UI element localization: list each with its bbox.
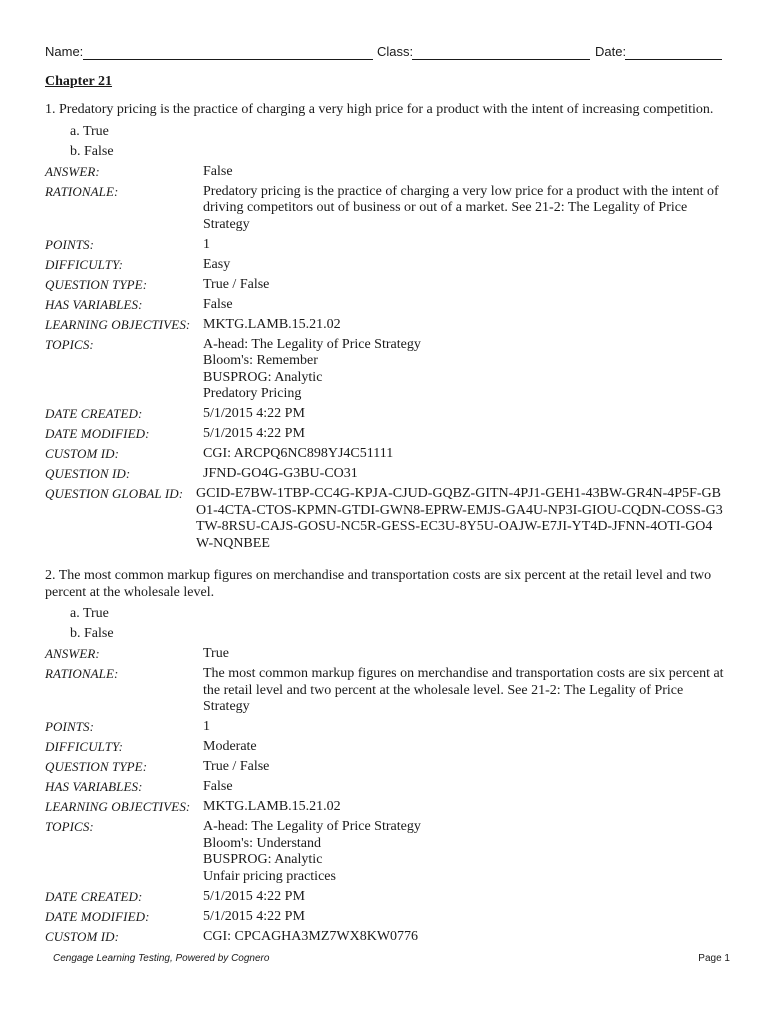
date-created-label: DATE CREATED: <box>45 888 143 904</box>
points-value: 1 <box>203 236 210 252</box>
rationale-row <box>45 184 725 234</box>
date-created-row <box>45 406 725 423</box>
points-value: 1 <box>203 719 210 734</box>
question-type-label: QUESTION TYPE: <box>45 759 148 774</box>
page-number: Page 1 <box>698 953 730 964</box>
topics-row <box>45 819 725 885</box>
topic-item: BUSPROG: Analytic <box>203 369 323 385</box>
custom-id-row <box>45 929 725 946</box>
has-variables-row <box>45 297 725 314</box>
points-row <box>45 237 725 254</box>
custom-id-label: CUSTOM ID: <box>45 928 120 944</box>
custom-id-row <box>45 446 725 463</box>
rationale-label: RATIONALE: <box>45 666 119 681</box>
topics-list <box>203 337 725 403</box>
date-created-row <box>45 889 725 906</box>
custom-id-label: CUSTOM ID: <box>45 446 120 461</box>
question-type-label: QUESTION TYPE: <box>45 276 148 292</box>
question-type-value: True / False <box>203 759 270 774</box>
class-label: Class: <box>377 44 414 59</box>
choice-true: a. True <box>70 123 109 139</box>
topic-item: A-head: The Legality of Price Strategy <box>203 336 421 352</box>
date-modified-row <box>45 426 725 443</box>
topics-row <box>45 337 725 403</box>
question-type-row <box>45 759 725 776</box>
difficulty-label: DIFFICULTY: <box>45 256 124 272</box>
page-header <box>45 44 725 64</box>
topic-item: Bloom's: Remember <box>203 353 318 368</box>
choice-false: b. False <box>70 143 114 159</box>
rationale-row <box>45 666 725 716</box>
has-variables-row <box>45 779 725 796</box>
points-label: POINTS: <box>45 236 95 252</box>
has-variables-label: HAS VARIABLES: <box>45 296 143 312</box>
question-global-id-label: QUESTION GLOBAL ID: <box>45 486 184 501</box>
answer-value: True <box>203 646 229 661</box>
date-label: Date: <box>595 44 627 59</box>
has-variables-label: HAS VARIABLES: <box>45 779 143 794</box>
question-id-label: QUESTION ID: <box>45 466 131 481</box>
rationale-value: The most common markup figures on merchandise and transportation costs are six percent at the retail level and two percent at the wholesale level. See 21-2: The Legality of Price Strategy <box>203 666 724 714</box>
has-variables-value: False <box>203 779 233 794</box>
question-type-row <box>45 277 725 294</box>
date-created-value: 5/1/2015 4:22 PM <box>203 406 305 421</box>
footer-credit: Cengage Learning Testing, Powered by Cognero <box>53 953 270 964</box>
topic-item: Unfair pricing practices <box>203 868 336 884</box>
learning-objectives-value: MKTG.LAMB.15.21.02 <box>203 799 341 814</box>
rationale-value: Predatory pricing is the practice of charging a very low price for a product with the intent of driving competitors out of business or out of a market. See 21-2: The Legality of Price Strategy <box>203 183 719 232</box>
question-stem: 1. Predatory pricing is the practice of charging a very high price for a product with the intent of increasing competition. <box>45 102 714 117</box>
date-modified-label: DATE MODIFIED: <box>45 426 150 441</box>
question-id-row <box>45 466 725 483</box>
difficulty-row <box>45 257 725 274</box>
date-modified-label: DATE MODIFIED: <box>45 908 150 924</box>
choice-true: a. True <box>70 606 109 621</box>
topics-label: TOPICS: <box>45 819 94 834</box>
learning-objectives-row <box>45 799 725 816</box>
has-variables-value: False <box>203 296 233 312</box>
answer-label: ANSWER: <box>45 646 100 661</box>
topics-label: TOPICS: <box>45 336 94 352</box>
learning-objectives-label: LEARNING OBJECTIVES: <box>45 316 191 332</box>
choice-false: b. False <box>70 626 114 641</box>
learning-objectives-label: LEARNING OBJECTIVES: <box>45 799 191 814</box>
answer-row <box>45 164 725 181</box>
topic-item: BUSPROG: Analytic <box>203 852 323 867</box>
points-row <box>45 719 725 736</box>
rationale-label: RATIONALE: <box>45 183 119 199</box>
answer-value: False <box>203 163 233 179</box>
question-stem: 2. The most common markup figures on merchandise and transportation costs are six percent at the retail level and two percent at the wholesale level. <box>45 568 712 600</box>
date-modified-value: 5/1/2015 4:22 PM <box>203 426 305 441</box>
difficulty-value: Easy <box>203 256 231 272</box>
chapter-title: Chapter 21 <box>45 74 113 89</box>
topic-item: Bloom's: Understand <box>203 835 322 851</box>
custom-id-value: CGI: CPCAGHA3MZ7WX8KW0776 <box>203 928 419 944</box>
question-block <box>45 102 725 556</box>
topics-list <box>203 819 725 885</box>
learning-objectives-value: MKTG.LAMB.15.21.02 <box>203 316 341 332</box>
answer-label: ANSWER: <box>45 163 100 179</box>
date-modified-row <box>45 909 725 926</box>
question-metadata <box>45 646 725 945</box>
difficulty-label: DIFFICULTY: <box>45 739 124 754</box>
question-global-id-value: GCID-E7BW-1TBP-CC4G-KPJA-CJUD-GQBZ-GITN-4PJ1-GEH1-43BW-GR4N-4P5F-GBO1-4CTA-CTOS-KPMN-GTDI-GWN8-EPRW-EMJS-GA4U-NP3I-GIOU-CQDN-COSS-G3TW-8RSU-CAJS-GOSU-NC5R-GESS-EC3U-8Y5U-OAJW-E7JI-YT4D-JFNN-4OTI-GO4W-NQNBEE <box>196 486 723 551</box>
question-metadata <box>45 164 725 553</box>
name-label: Name: <box>45 44 84 59</box>
topic-item: Predatory Pricing <box>203 386 302 401</box>
date-modified-value: 5/1/2015 4:22 PM <box>203 908 305 924</box>
question-global-id-row <box>45 486 725 552</box>
question-block <box>45 568 725 949</box>
custom-id-value: CGI: ARCPQ6NC898YJ4C51111 <box>203 446 394 461</box>
date-created-label: DATE CREATED: <box>45 406 143 421</box>
question-id-value: JFND-GO4G-G3BU-CO31 <box>203 466 358 481</box>
difficulty-value: Moderate <box>203 739 257 754</box>
points-label: POINTS: <box>45 719 95 734</box>
date-blank-line <box>625 59 722 60</box>
difficulty-row <box>45 739 725 756</box>
name-blank-line <box>83 59 373 60</box>
question-type-value: True / False <box>203 276 270 292</box>
class-blank-line <box>412 59 590 60</box>
topic-item: A-head: The Legality of Price Strategy <box>203 819 421 834</box>
learning-objectives-row <box>45 317 725 334</box>
answer-row <box>45 646 725 663</box>
date-created-value: 5/1/2015 4:22 PM <box>203 888 305 904</box>
